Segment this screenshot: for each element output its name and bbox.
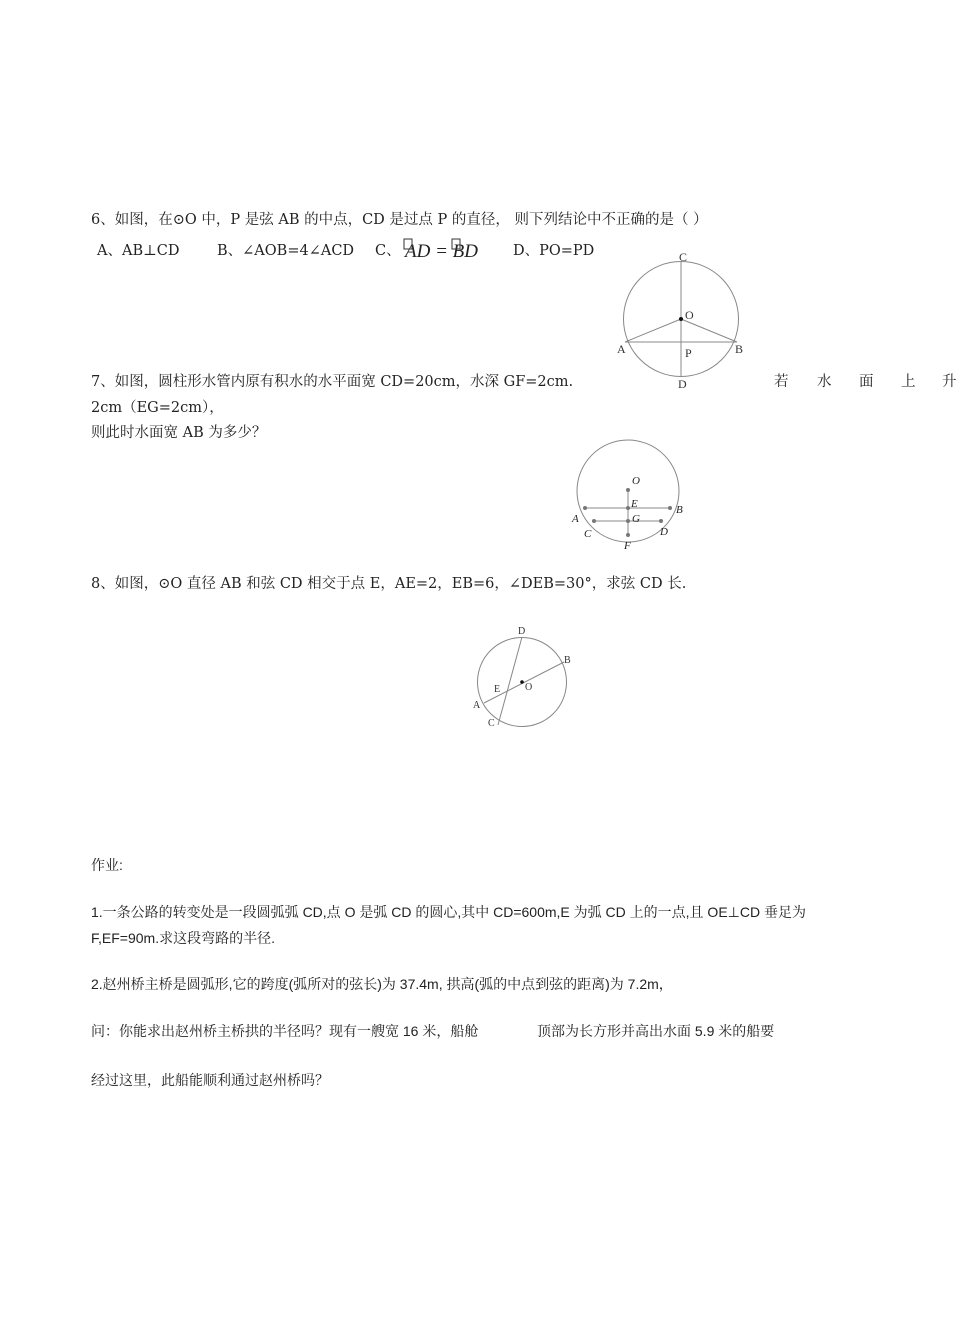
q6-label-d: D [678,377,687,391]
q8-chord-cd [498,637,522,725]
homework-p1-line1: 1.一条公路的转变处是一段圆弧弧 CD,点 O 是弧 CD 的圆心,其中 CD=600m,E 为弧 CD 上的一点,且 OE⊥CD 垂足为 [91,904,806,920]
q6-radius-oa [625,319,681,342]
q6-center-dot [679,317,683,321]
q7-label-g: G [632,513,640,525]
q6-label-p: P [685,346,692,360]
q6-option-b: B、∠AOB=4∠ACD [217,243,355,259]
q6-option-c-formula: AD = BD [405,241,478,262]
q8-label-b: B [564,655,571,666]
q8-center-dot [520,680,524,684]
q7-line3: 则此时水面宽 AB 为多少？ [91,425,267,441]
q7-tail-4: 上 [901,374,916,390]
q7-point-o [626,488,630,492]
q8-label-a: A [473,700,481,711]
q7-tail-2: 水 [817,374,832,390]
q7-label-a: A [572,513,579,525]
q6-option-a: A、AB⊥CD [97,243,180,259]
q6-label-a: A [617,342,626,356]
q7-label-c: C [584,528,592,540]
q8-diameter-ab [484,662,564,703]
homework-title: 作业: [91,857,123,873]
q6-label-o: O [685,308,694,322]
q7-label-b: B [676,504,683,516]
q7-point-d [659,519,663,523]
q8-label-o: O [525,682,533,693]
q7-label-f: F [624,540,631,552]
homework-p4: 经过这里，此船能顺利通过赵州桥吗？ [91,1072,329,1088]
q7-tail-5: 升 [942,374,957,390]
q6-circle-figure [612,250,752,395]
q7-point-b [668,506,672,510]
q7-point-f [626,533,630,537]
q6-stem: 6、如图，在⊙O 中，P 是弦 AB 的中点，CD 是过点 P 的直径， 则下列结论中不正确的是（ ） [91,212,708,228]
q8-circle-figure [467,623,587,733]
q7-label-o: O [632,475,640,487]
q7-tail-1: 若 [774,374,789,390]
homework-p3-part2: 顶部为长方形并高出水面 5.9 米的船要 [537,1023,775,1039]
q7-line2: 2cm（EG=2cm）， [91,400,224,416]
q6-radius-ob [681,319,737,342]
q7-point-e [626,506,630,510]
q6-option-c-arc-marks [403,238,483,250]
q7-point-g [626,519,630,523]
q8-label-e: E [494,684,501,695]
q7-circle-figure [565,438,705,558]
q7-label-d: D [660,526,668,538]
q7-tail-3: 面 [859,374,874,390]
q8-label-c: C [488,718,495,729]
q6-option-c-label: C、 [375,243,401,259]
homework-p3-part1: 问：你能求出赵州桥主桥拱的半径吗？现有一艘宽 16 米，船舱 [91,1023,479,1039]
q6-option-d: D、PO=PD [513,243,595,259]
q7-point-a [583,506,587,510]
q8-stem: 8、如图，⊙O 直径 AB 和弦 CD 相交于点 E，AE=2，EB=6，∠DEB=30°，求弦 CD 长. [91,576,687,592]
q6-label-b: B [735,342,744,356]
q7-label-e: E [631,498,638,510]
q8-label-d: D [518,626,526,637]
q7-point-c [592,519,596,523]
homework-p2: 2.赵州桥主桥是圆弧形,它的跨度(弧所对的弦长)为 37.4m, 拱高(弧的中点到弦的距离)为 7.2m， [91,976,673,992]
homework-p1-line2: F,EF=90m.求这段弯路的半径. [91,930,275,946]
q7-line1: 7、如图，圆柱形水管内原有积水的水平面宽 CD=20cm，水深 GF=2cm. [91,374,574,390]
q6-label-c: C [679,250,688,264]
